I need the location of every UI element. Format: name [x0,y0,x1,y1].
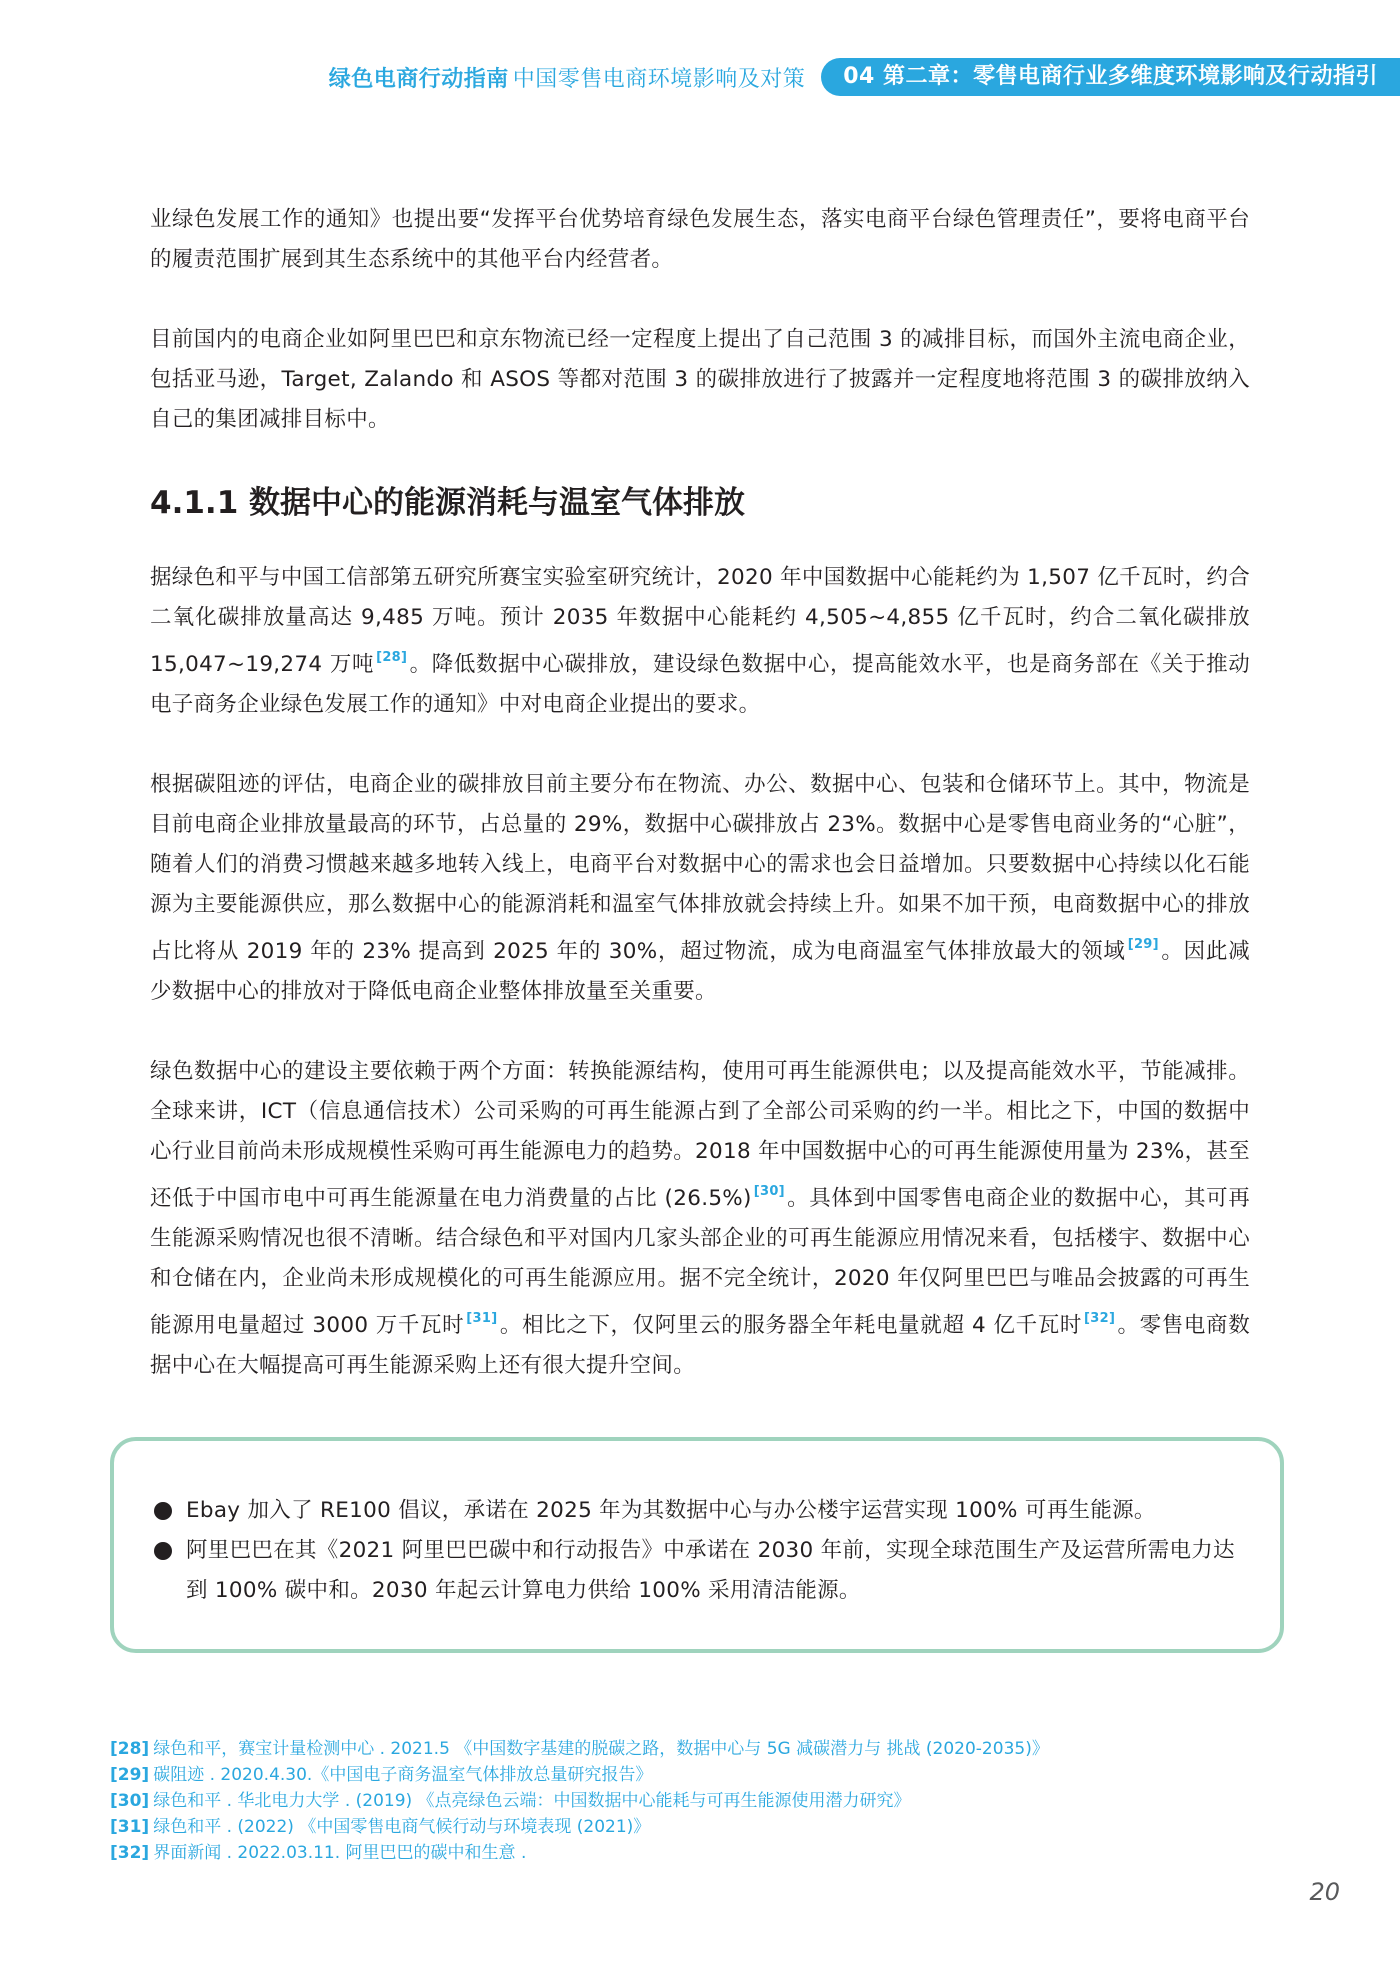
paragraph-3-part-a: 据绿色和平与中国工信部第五研究所赛宝实验室研究统计，2020 年中国数据中心能耗约为 1,507 亿千瓦时，约合二氧化碳排放量高达 9,485 万吨。预计 2035 年数据中心能耗约 4,505~4,855 亿千瓦时，约合二氧化碳排放 15,047~19,274 万吨 [150,565,1250,677]
footnote-text: 绿色和平，赛宝计量检测中心 . 2021.5 《中国数字基建的脱碳之路，数据中心与 5G 减碳潜力与 挑战 (2020-2035)》 [153,1739,1049,1759]
reference-29[interactable]: [29] [1127,937,1159,952]
footnote-text: 绿色和平 . (2022) 《中国零售电商气候行动与环境表现 (2021)》 [153,1817,651,1837]
section-title: 4.1.1 数据中心的能源消耗与温室气体排放 [150,485,746,521]
header-chapter-tag: 04 第二章：零售电商行业多维度环境影响及行动指引 [821,58,1400,96]
footnote-number: [29] [110,1765,150,1785]
paragraph-4-part-b: 。因此减少数据中心的排放对于降低电商企业整体排放量至关重要。 [150,939,1251,1004]
callout-item-text: 阿里巴巴在其《2021 阿里巴巴碳中和行动报告》中承诺在 2030 年前，实现全球范围生产及运营所需电力达到 100% 碳中和。2030 年起云计算电力供给 100% 采用清洁能源。 [186,1538,1235,1603]
paragraph-5-part-b: 。具体到中国零售电商企业的数据中心，其可再生能源采购情况也很不清晰。结合绿色和平对国内几家头部企业的可再生能源应用情况来看，包括楼宇、数据中心和仓储在内，企业尚未形成规模化的可再生能源应用。据不完全统计，2020 年仅阿里巴巴与唯品会披露的可再生能源用电量超过 3000 万千瓦时 [150,1186,1250,1338]
paragraph-4-part-a: 根据碳阻迹的评估，电商企业的碳排放目前主要分布在物流、办公、数据中心、包装和仓储环节上。其中，物流是目前电商企业排放量最高的环节，占总量的 29%，数据中心碳排放占 23%。数据中心是零售电商业务的“心脏”，随着人们的消费习惯越来越多地转入线上，电商平台对数据中心的需求也会日益增加。只要数据中心持续以化石能源为主要能源供应，那么数据中心的能源消耗和温室气体排放就会持续上升。如果不加干预，电商数据中心的排放占比将从 2019 年的 23% 提高到 2025 年的 30%，超过物流，成为电商温室气体排放最大的领域 [150,772,1250,964]
footnote-number: [32] [110,1843,150,1863]
main-content [150,200,1250,1386]
callout-item [154,1491,1244,1531]
footnote-text: 碳阻迹 . 2020.4.30.《中国电子商务温室气体排放总量研究报告》 [153,1765,653,1785]
paragraph-3 [150,558,1250,725]
footnote-32[interactable] [110,1840,1310,1866]
footnote-31[interactable] [110,1814,1310,1840]
paragraph-5 [150,1052,1250,1386]
paragraph-5-part-d: 。零售电商数据中心在大幅提高可再生能源采购上还有很大提升空间。 [150,1313,1250,1378]
footnote-number: [30] [110,1791,150,1811]
footnote-number: [31] [110,1817,150,1837]
footnote-30[interactable] [110,1788,1310,1814]
reference-30[interactable]: [30] [753,1184,785,1199]
reference-31[interactable]: [31] [466,1311,498,1326]
callout-item [154,1531,1244,1611]
footnote-28[interactable] [110,1736,1310,1762]
bullet-icon [154,1542,172,1560]
footnote-29[interactable] [110,1762,1310,1788]
header-subtitle: 中国零售电商环境影响及对策 [512,66,806,92]
bullet-icon [154,1502,172,1520]
footnotes [110,1736,1310,1866]
page-header [329,58,1400,96]
paragraph-5-part-a: 绿色数据中心的建设主要依赖于两个方面：转换能源结构，使用可再生能源供电；以及提高能效水平，节能减排。全球来讲，ICT（信息通信技术）公司采购的可再生能源占到了全部公司采购的约一半。相比之下，中国的数据中心行业目前尚未形成规模性采购可再生能源电力的趋势。2018 年中国数据中心的可再生能源使用量为 23%，甚至还低于中国市电中可再生能源量在电力消费量的占比 (26.5%) [150,1059,1250,1211]
footnote-number: [28] [110,1739,150,1759]
paragraph-4 [150,765,1250,1012]
page-number: 20 [1309,1878,1340,1906]
callout-list [154,1491,1244,1611]
reference-32[interactable]: [32] [1084,1311,1116,1326]
reference-28[interactable]: [28] [376,650,408,665]
highlight-callout-box [110,1437,1284,1653]
paragraph-2: 目前国内的电商企业如阿里巴巴和京东物流已经一定程度上提出了自己范围 3 的减排目标，而国外主流电商企业，包括亚马逊，Target, Zalando 和 ASOS 等都对范围 3 的碳排放进行了披露并一定程度地将范围 3 的碳排放纳入自己的集团减排目标中。 [150,327,1250,432]
header-brand: 绿色电商行动指南 [328,66,509,92]
callout-item-text: Ebay 加入了 RE100 倡议，承诺在 2025 年为其数据中心与办公楼宇运营实现 100% 可再生能源。 [186,1498,1156,1523]
paragraph-5-part-c: 。相比之下，仅阿里云的服务器全年耗电量就超 4 亿千瓦时 [499,1313,1083,1338]
paragraph-1: 业绿色发展工作的通知》也提出要“发挥平台优势培育绿色发展生态，落实电商平台绿色管理责任”，要将电商平台的履责范围扩展到其生态系统中的其他平台内经营者。 [150,207,1250,272]
footnote-text: 界面新闻 . 2022.03.11. 阿里巴巴的碳中和生意 . [153,1843,527,1863]
paragraph-3-part-b: 。降低数据中心碳排放，建设绿色数据中心，提高能效水平，也是商务部在《关于推动电子商务企业绿色发展工作的通知》中对电商企业提出的要求。 [150,652,1251,717]
footnote-text: 绿色和平 . 华北电力大学 . (2019) 《点亮绿色云端：中国数据中心能耗与可再生能源使用潜力研究》 [153,1791,911,1811]
